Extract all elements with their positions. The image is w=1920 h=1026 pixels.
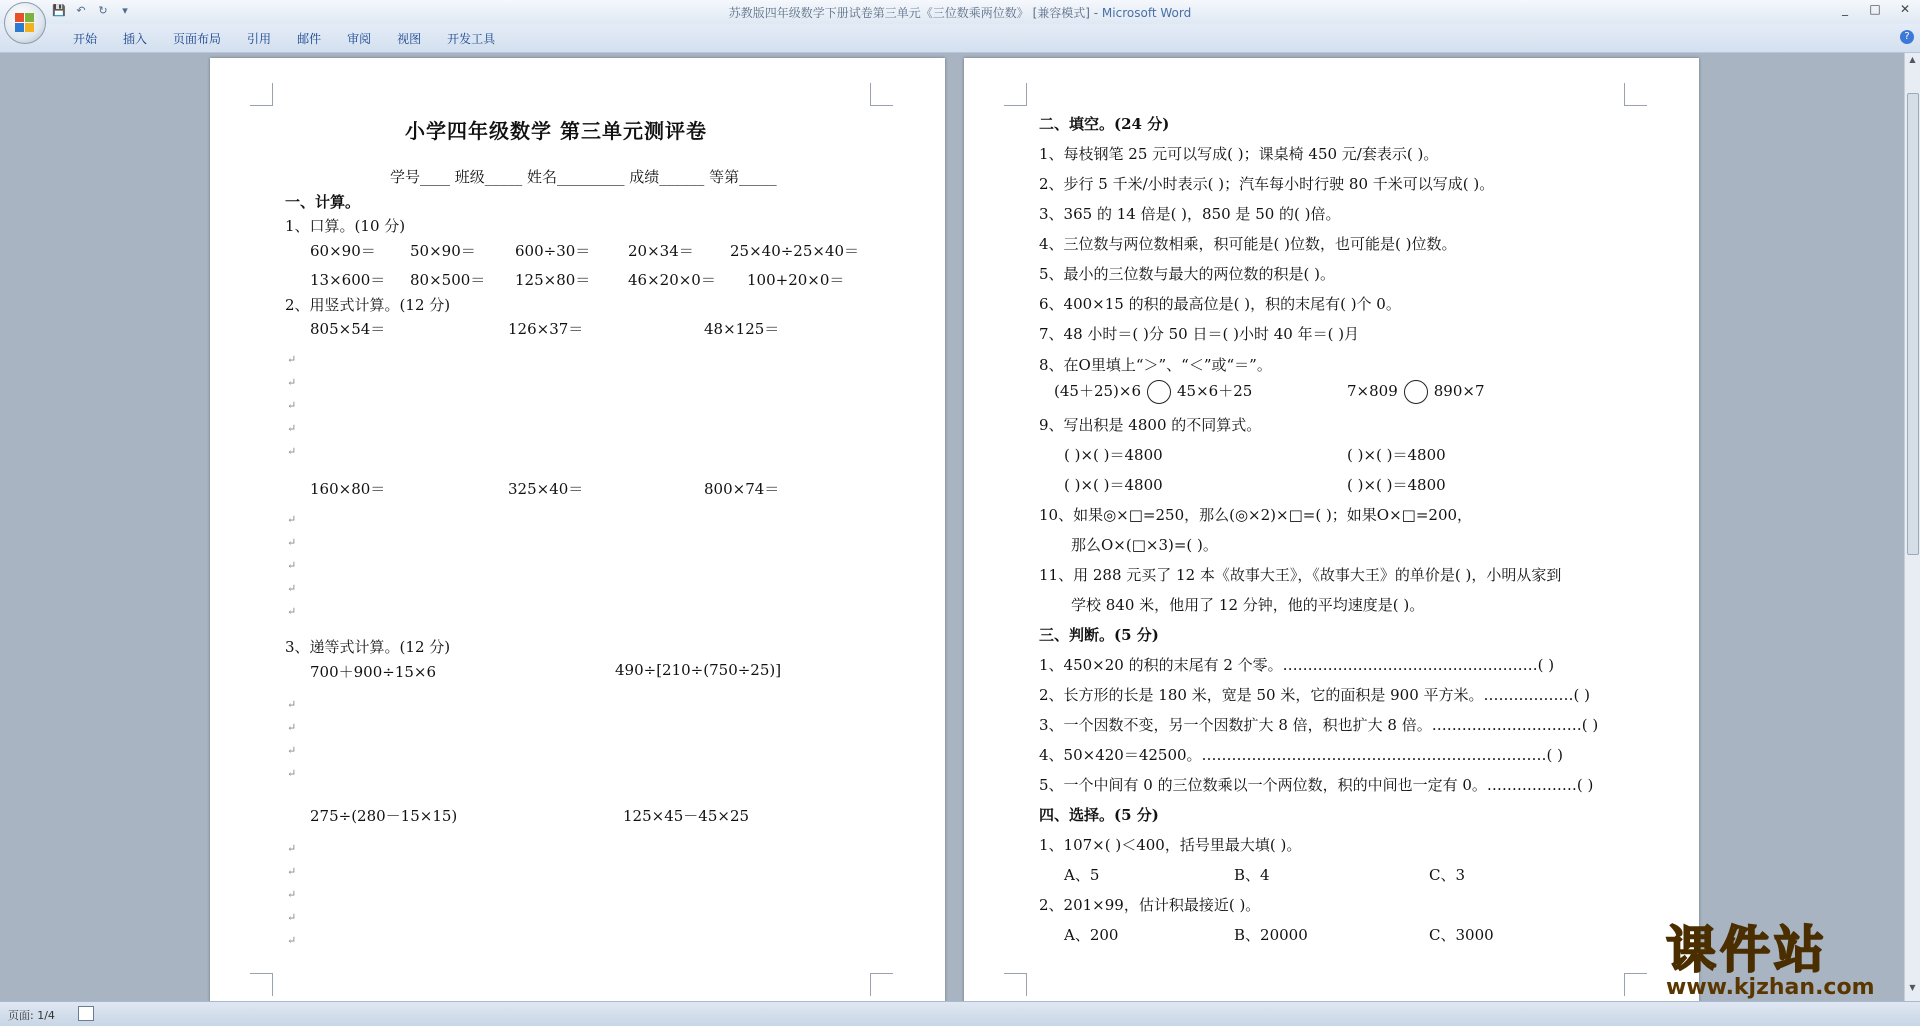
crop-mark xyxy=(250,83,273,106)
compare-row-1 xyxy=(1054,380,1252,404)
compare-expr: 45×6＋25 xyxy=(1177,382,1253,400)
paragraph-mark: ↵ xyxy=(287,744,297,757)
q3-heading: 3、递等式计算。(12 分) xyxy=(285,638,451,656)
section-4-heading: 四、选择。(5 分) xyxy=(1039,806,1159,824)
q9-heading: 9、写出积是 4800 的不同算式。 xyxy=(1039,416,1262,434)
close-button[interactable]: ✕ xyxy=(1899,2,1911,16)
crop-mark xyxy=(1004,83,1027,106)
paragraph-mark: ↵ xyxy=(287,721,297,734)
maximize-button[interactable]: □ xyxy=(1869,2,1881,16)
tab-view[interactable]: 视图 xyxy=(397,32,422,46)
vertical-calc-item: 805×54＝ xyxy=(310,320,386,338)
oral-item: 25×40÷25×40＝ xyxy=(730,242,860,260)
oral-item: 46×20×0＝ xyxy=(628,271,716,289)
paragraph-mark: ↵ xyxy=(287,911,297,924)
oral-item: 13×600＝ xyxy=(310,271,386,289)
crop-mark xyxy=(1004,973,1027,996)
choice-option: A、5 xyxy=(1064,866,1100,884)
redo-icon[interactable]: ↻ xyxy=(98,4,108,17)
vertical-calc-item: 325×40＝ xyxy=(508,480,584,498)
page-2 xyxy=(964,58,1699,1001)
q1-heading: 1、口算。(10 分) xyxy=(285,217,406,235)
crop-mark xyxy=(250,973,273,996)
watermark-text: 课件站 xyxy=(1666,921,1828,979)
oral-item: 100+20×0＝ xyxy=(747,271,845,289)
paragraph-mark: ↵ xyxy=(287,698,297,711)
fill-item: 1、每枝钢笔 25 元可以写成( )；课桌椅 450 元/套表示( )。 xyxy=(1039,145,1439,163)
window-controls xyxy=(1830,0,1920,20)
section-3-heading: 三、判断。(5 分) xyxy=(1039,626,1159,644)
step-calc-item: 700＋900÷15×6 xyxy=(310,663,437,681)
paragraph-mark: ↵ xyxy=(287,399,297,412)
paragraph-mark: ↵ xyxy=(287,888,297,901)
scroll-thumb[interactable] xyxy=(1907,93,1919,555)
paragraph-mark: ↵ xyxy=(287,842,297,855)
q9-blank: ( )×( )＝4800 xyxy=(1347,476,1446,494)
choice-option: B、4 xyxy=(1234,866,1270,884)
paragraph-mark: ↵ xyxy=(287,513,297,526)
undo-icon[interactable]: ↶ xyxy=(76,4,86,17)
oral-item: 600÷30＝ xyxy=(515,242,591,260)
q9-blank: ( )×( )＝4800 xyxy=(1347,446,1446,464)
section-1-heading: 一、计算。 xyxy=(285,193,361,211)
judge-item: 3、一个因数不变，另一个因数扩大 8 倍，积也扩大 8 倍。…………………………( ) xyxy=(1039,716,1599,734)
oral-item: 60×90＝ xyxy=(310,242,376,260)
crop-mark xyxy=(1624,83,1647,106)
quick-access-toolbar xyxy=(52,4,132,18)
office-logo-icon xyxy=(15,13,35,33)
fill-item: 8、在O里填上“＞”、“＜”或“＝”。 xyxy=(1039,356,1272,374)
page-count[interactable]: 页面: 1/4 xyxy=(8,1009,55,1022)
step-calc-item: 275÷(280－15×15) xyxy=(310,807,458,825)
fill-item: 4、三位数与两位数相乘，积可能是( )位数，也可能是( )位数。 xyxy=(1039,235,1457,253)
student-info-line: 学号____ 班级_____ 姓名_________ 成绩______ 等第_____ xyxy=(390,168,777,186)
paragraph-mark: ↵ xyxy=(287,865,297,878)
fill-item: 5、最小的三位数与最大的两位数的积是( )。 xyxy=(1039,265,1336,283)
status-bar xyxy=(0,1001,1920,1026)
help-icon[interactable]: ? xyxy=(1900,30,1914,44)
tab-insert[interactable]: 插入 xyxy=(123,32,148,46)
paragraph-mark: ↵ xyxy=(287,559,297,572)
window-title xyxy=(0,4,1920,21)
watermark-logo xyxy=(1666,923,1875,1000)
oral-item: 50×90＝ xyxy=(410,242,476,260)
paragraph-mark: ↵ xyxy=(287,353,297,366)
page-1 xyxy=(210,58,945,1001)
tab-developer[interactable]: 开发工具 xyxy=(447,32,496,46)
scroll-up-icon[interactable]: ▲ xyxy=(1909,55,1916,64)
crop-mark xyxy=(870,973,893,996)
save-icon[interactable]: 💾 xyxy=(52,4,66,17)
q9-blank: ( )×( )＝4800 xyxy=(1064,476,1163,494)
judge-item: 1、450×20 的积的末尾有 2 个零。……………………………………………( ) xyxy=(1039,656,1555,674)
tab-references[interactable]: 引用 xyxy=(247,32,272,46)
paragraph-mark: ↵ xyxy=(287,376,297,389)
watermark-url: www.kjzhan.com xyxy=(1666,975,1875,1000)
oral-item: 20×34＝ xyxy=(628,242,694,260)
tab-review[interactable]: 审阅 xyxy=(347,32,372,46)
tab-home[interactable]: 开始 xyxy=(73,32,98,46)
fill-item: 7、48 小时＝( )分 50 日＝( )小时 40 年＝( )月 xyxy=(1039,325,1360,343)
fill-item: 3、365 的 14 倍是( )，850 是 50 的( )倍。 xyxy=(1039,205,1341,223)
document-workspace xyxy=(0,53,1905,1001)
q9-blank: ( )×( )＝4800 xyxy=(1064,446,1163,464)
choice-question-2: 2、201×99，估计积最接近( )。 xyxy=(1039,896,1261,914)
paragraph-mark: ↵ xyxy=(287,536,297,549)
step-calc-item: 125×45－45×25 xyxy=(623,807,750,825)
judge-item: 2、长方形的长是 180 米，宽是 50 米，它的面积是 900 平方米。………………( ) xyxy=(1039,686,1590,704)
vertical-scrollbar[interactable] xyxy=(1904,53,1920,1001)
compare-row-2 xyxy=(1347,380,1485,404)
vertical-calc-item: 800×74＝ xyxy=(704,480,780,498)
tab-mailings[interactable]: 邮件 xyxy=(297,32,322,46)
vertical-calc-item: 126×37＝ xyxy=(508,320,584,338)
document-title: 苏教版四年级数学下册试卷第三单元《三位数乘两位数》 [兼容模式] - xyxy=(728,6,1102,20)
vertical-calc-item: 48×125＝ xyxy=(704,320,780,338)
tab-page-layout[interactable]: 页面布局 xyxy=(173,32,222,46)
customize-qat-icon[interactable]: ▾ xyxy=(122,4,128,17)
title-bar xyxy=(0,0,1920,24)
compare-expr: 7×809 xyxy=(1347,382,1398,400)
compare-circle[interactable] xyxy=(1147,380,1171,404)
paragraph-mark: ↵ xyxy=(287,445,297,458)
fill-item: 6、400×15 的积的最高位是( )，积的末尾有( )个 0。 xyxy=(1039,295,1401,313)
office-button[interactable] xyxy=(4,2,46,44)
compare-expr: (45＋25)×6 xyxy=(1054,382,1141,400)
compare-expr: 890×7 xyxy=(1433,382,1485,400)
minimize-button[interactable]: _ xyxy=(1842,2,1848,16)
crop-mark xyxy=(870,83,893,106)
vertical-calc-item: 160×80＝ xyxy=(310,480,386,498)
section-2-heading: 二、填空。(24 分) xyxy=(1039,115,1170,133)
oral-item: 80×500＝ xyxy=(410,271,486,289)
paragraph-mark: ↵ xyxy=(287,605,297,618)
paragraph-mark: ↵ xyxy=(287,767,297,780)
paragraph-mark: ↵ xyxy=(287,582,297,595)
scroll-down-icon[interactable]: ▼ xyxy=(1909,983,1916,992)
q11-line-2: 学校 840 米，他用了 12 分钟，他的平均速度是( )。 xyxy=(1071,596,1425,614)
choice-option: A、200 xyxy=(1064,926,1119,944)
choice-question-1: 1、107×( )＜400，括号里最大填( )。 xyxy=(1039,836,1302,854)
q10-line-2: 那么O×(□×3)=( )。 xyxy=(1071,536,1218,554)
paragraph-mark: ↵ xyxy=(287,934,297,947)
exam-title: 小学四年级数学 第三单元测评卷 xyxy=(405,119,707,143)
ribbon-tabs xyxy=(0,24,1920,53)
judge-item: 4、50×420＝42500。……………………………………………………………( ) xyxy=(1039,746,1564,764)
choice-option: C、3000 xyxy=(1429,926,1494,944)
choice-option: B、20000 xyxy=(1234,926,1308,944)
proofing-icon[interactable] xyxy=(78,1006,94,1021)
q2-heading: 2、用竖式计算。(12 分) xyxy=(285,296,451,314)
q10-line-1: 10、如果◎×□=250，那么(◎×2)×□=( )；如果O×□=200， xyxy=(1039,506,1473,524)
step-calc-item: 490÷[210÷(750÷25)] xyxy=(615,661,782,679)
choice-option: C、3 xyxy=(1429,866,1466,884)
oral-item: 125×80＝ xyxy=(515,271,591,289)
q11-line-1: 11、用 288 元买了 12 本《故事大王》，《故事大王》的单价是( )，小明从家到 xyxy=(1039,566,1562,584)
app-name: Microsoft Word xyxy=(1101,6,1192,20)
compare-circle[interactable] xyxy=(1404,380,1428,404)
crop-mark xyxy=(1624,973,1647,996)
paragraph-mark: ↵ xyxy=(287,422,297,435)
judge-item: 5、一个中间有 0 的三位数乘以一个两位数，积的中间也一定有 0。………………( ) xyxy=(1039,776,1594,794)
fill-item: 2、步行 5 千米/小时表示( )；汽车每小时行驶 80 千米可以写成( )。 xyxy=(1039,175,1495,193)
